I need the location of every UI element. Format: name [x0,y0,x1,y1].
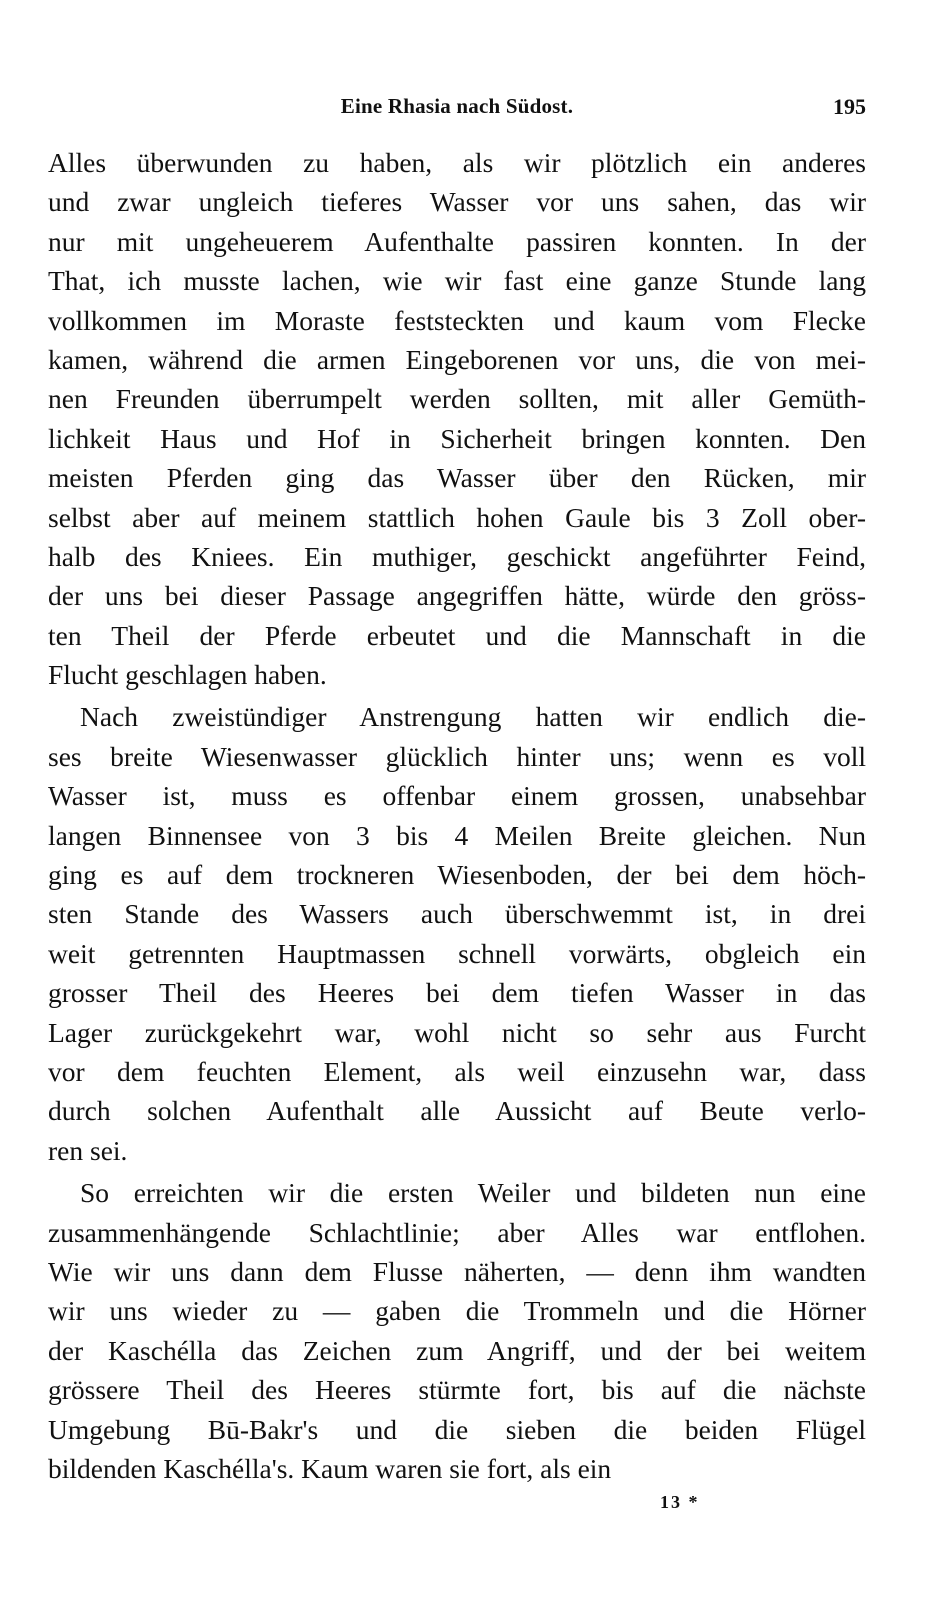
text-line: lichkeit Haus und Hof in Sicherheit bringen konnten. Den [48,422,866,454]
text-line: bildenden Kaschélla's. Kaum waren sie fort, als ein [48,1452,612,1484]
text-line: weit getrennten Hauptmassen schnell vorwärts, obgleich ein [48,937,866,969]
text-line: wir uns wieder zu — gaben die Trommeln und die Hörner [48,1295,866,1327]
text-line: vor dem feuchten Element, als weil einzusehn war, dass [48,1055,866,1087]
text-line: Flucht geschlagen haben. [48,659,327,691]
text-line: nur mit ungeheuerem Aufenthalte passiren konnten. In der [48,225,866,257]
text-line: vollkommen im Moraste feststeckten und kaum vom Flecke [48,304,866,336]
text-line: meisten Pferden ging das Wasser über den Rücken, mir [48,462,866,494]
text-line: und zwar ungleich tieferes Wasser vor uns sahen, das wir [48,186,866,218]
text-line: That, ich musste lachen, wie wir fast eine ganze Stunde lang [48,265,866,297]
paragraph [48,143,866,694]
text-line: ten Theil der Pferde erbeutet und die Mannschaft in die [48,619,866,651]
text-line: Nach zweistündiger Anstrengung hatten wir endlich die- [80,701,866,733]
text-line: der Kaschélla das Zeichen zum Angriff, und der bei weitem [48,1334,866,1366]
text-line: grosser Theil des Heeres bei dem tiefen Wasser in das [48,977,866,1009]
text-line: Alles überwunden zu haben, als wir plötzlich ein anderes [48,147,866,178]
text-line: der uns bei dieser Passage angegriffen hätte, würde den gröss- [48,580,866,612]
text-line: ren sei. [48,1134,128,1166]
text-line: So erreichten wir die ersten Weiler und bildeten nun eine [80,1177,866,1209]
text-line: Wie wir uns dann dem Flusse näherten, — denn ihm wandten [48,1255,866,1287]
text-line: Lager zurückgekehrt war, wohl nicht so sehr aus Furcht [48,1016,866,1048]
paragraph [48,1173,866,1488]
page-number: 195 [833,94,866,119]
text-line: Umgebung Bū-Bakr's und die sieben die beiden Flügel [48,1413,866,1445]
signature-mark: 13 * [660,1492,700,1512]
text-line: grössere Theil des Heeres stürmte fort, bis auf die nächste [48,1374,866,1406]
text-line: langen Binnensee von 3 bis 4 Meilen Breite gleichen. Nun [48,819,866,851]
text-line: halb des Kniees. Ein muthiger, geschickt angeführter Feind, [48,540,866,572]
text-line: ging es auf dem trockneren Wiesenboden, der bei dem höch- [48,859,866,891]
text-line: kamen, während die armen Eingeborenen vor uns, die von mei- [48,343,866,375]
running-title: Eine Rhasia nach Südost. [340,94,574,118]
running-head [48,94,866,124]
text-line: zusammenhängende Schlachtlinie; aber Alles war entflohen. [48,1216,866,1248]
text-line: nen Freunden überrumpelt werden sollten, mit aller Gemüth- [48,383,866,415]
text-line: Wasser ist, muss es offenbar einem grossen, unabsehbar [48,780,866,812]
text-line: sten Stande des Wassers auch überschwemmt ist, in drei [48,898,866,930]
body-text [48,143,866,1488]
text-line: durch solchen Aufenthalt alle Aussicht auf Beute verlo- [48,1095,866,1127]
paragraph [48,697,866,1170]
text-line: selbst aber auf meinem stattlich hohen Gaule bis 3 Zoll ober- [48,501,866,533]
text-line: ses breite Wiesenwasser glücklich hinter uns; wenn es voll [48,740,866,772]
